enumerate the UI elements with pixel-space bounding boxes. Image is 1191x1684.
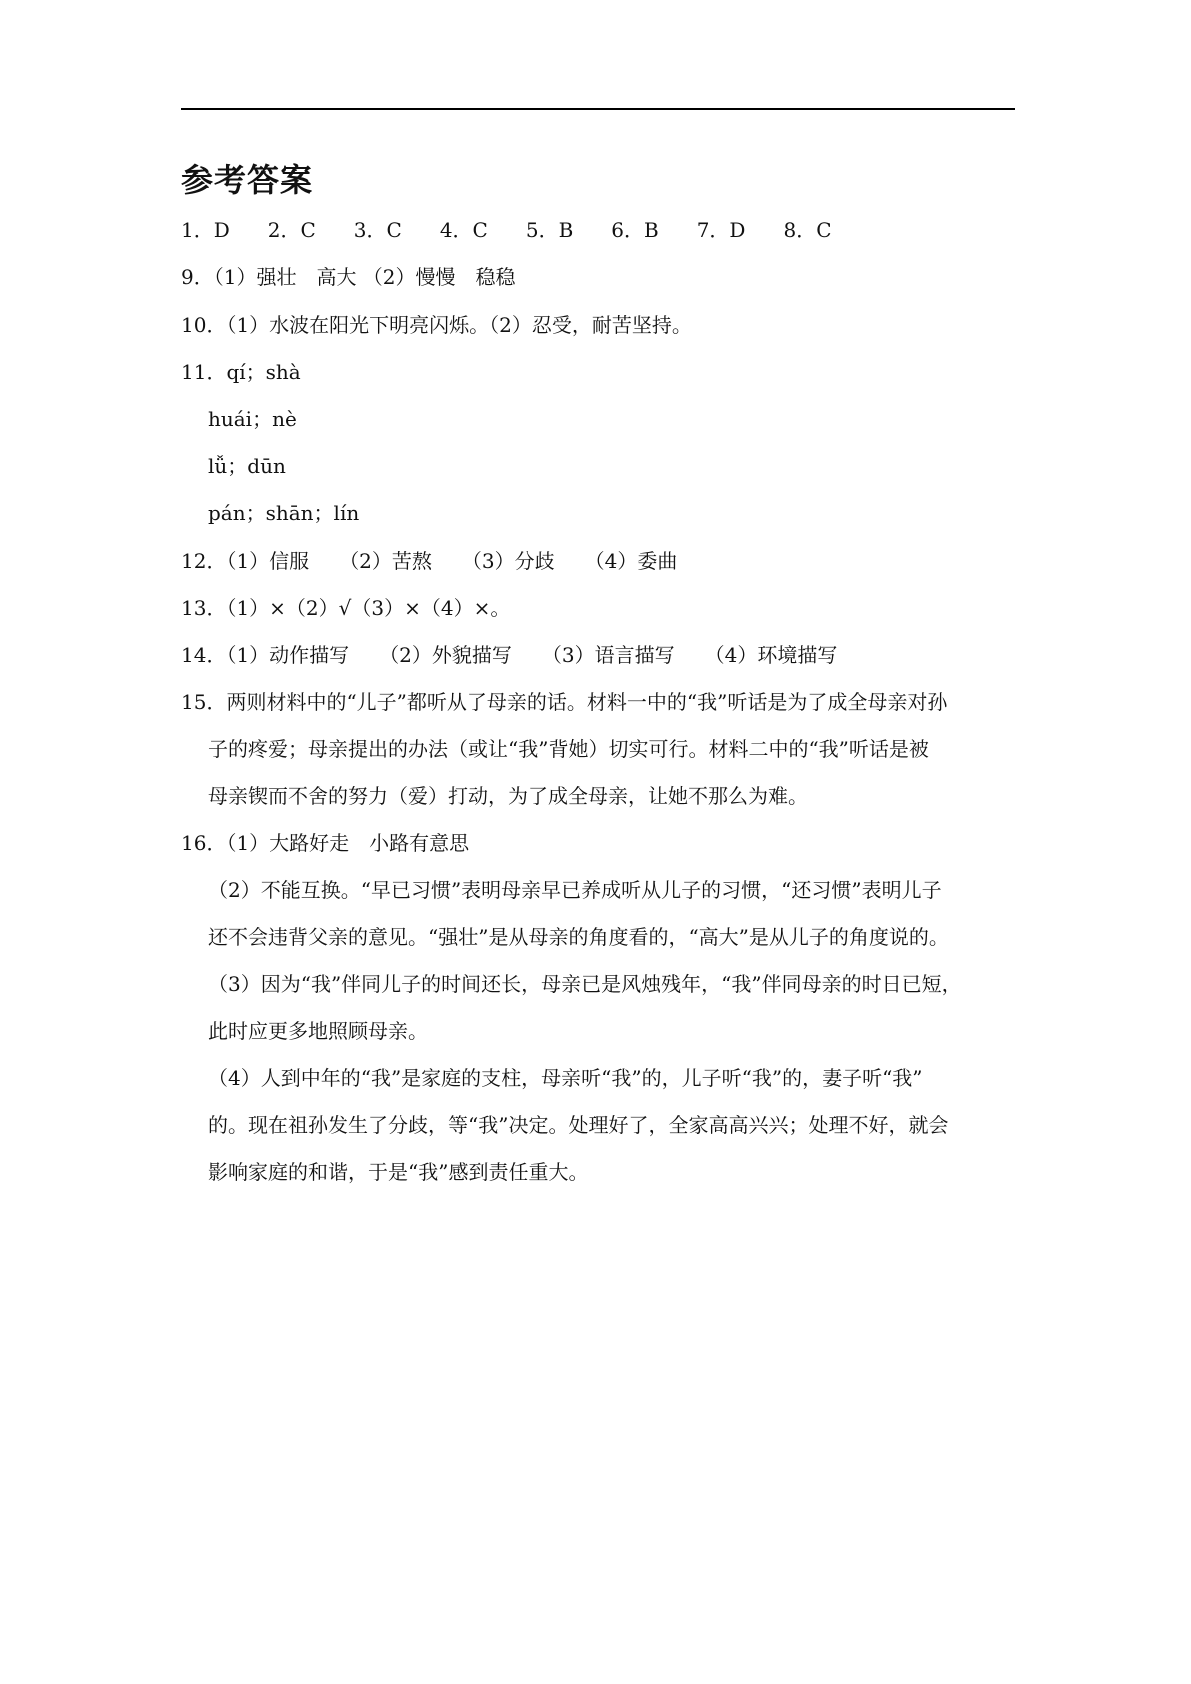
answer-7: 7．D: [696, 218, 746, 242]
answer-12-part-4: （4）委曲: [584, 549, 678, 573]
answer-15-line-2: 子的疼爱；母亲提出的办法（或让“我”背她）切实可行。材料二中的“我”听话是被: [208, 737, 929, 761]
answer-16-line-8: 影响家庭的和谐，于是“我”感到责任重大。: [208, 1160, 589, 1184]
answer-12-part-3: （3）分歧: [461, 549, 555, 573]
answer-5: 5．B: [525, 218, 574, 242]
answer-10: 10．（1）水波在阳光下明亮闪烁。（2）忍受，耐苦坚持。: [181, 313, 692, 337]
answer-6: 6．B: [611, 218, 659, 242]
answer-11-line-3: lǚ；dūn: [208, 454, 286, 478]
answer-14: [181, 641, 837, 669]
answer-14-part-1: 14．（1）动作描写: [181, 643, 350, 667]
answer-16-line-4: （3）因为“我”伴同儿子的时间还长，母亲已是风烛残年，“我”伴同母亲的时日已短，: [208, 972, 962, 996]
answer-12-part-2: （2）苦熬: [339, 549, 432, 573]
page-title: 参考答案: [181, 161, 314, 199]
answer-14-part-4: （4）环境描写: [704, 643, 838, 667]
answer-15-line-1: 15．两则材料中的“儿子”都听从了母亲的话。材料一中的“我”听话是为了成全母亲对孙: [181, 690, 948, 714]
answer-3: 3．C: [353, 218, 402, 242]
answer-14-part-2: （2）外貌描写: [379, 643, 512, 667]
answer-2: 2．C: [267, 218, 316, 242]
answer-12-part-1: 12．（1）信服: [181, 549, 310, 573]
answer-16-line-7: 的。现在祖孙发生了分歧，等“我”决定。处理好了，全家高高兴兴；处理不好，就会: [208, 1113, 949, 1137]
answer-8: 8．C: [783, 218, 832, 242]
answer-13: 13．（1）×（2）√（3）×（4）×。: [181, 596, 511, 620]
answer-11-line-4: pán；shān；lín: [208, 501, 360, 525]
answers-1-8: [181, 216, 832, 244]
answer-16-line-6: （4）人到中年的“我”是家庭的支柱，母亲听“我”的，儿子听“我”的，妻子听“我”: [208, 1066, 923, 1090]
answer-16-line-5: 此时应更多地照顾母亲。: [208, 1019, 428, 1043]
answer-16-line-2: （2）不能互换。“早已习惯”表明母亲早已养成听从儿子的习惯，“还习惯”表明儿子: [208, 878, 942, 902]
answer-16-line-1: 16．（1）大路好走 小路有意思: [181, 831, 470, 855]
answer-11-line-1: 11．qí；shà: [181, 360, 301, 384]
answer-15-line-3: 母亲锲而不舍的努力（爱）打动，为了成全母亲，让她不那么为难。: [208, 784, 808, 808]
answer-1: 1．D: [181, 218, 230, 242]
answer-12: [181, 547, 677, 575]
answer-11-line-2: huái；nè: [208, 407, 297, 431]
answer-14-part-3: （3）语言描写: [541, 643, 675, 667]
header-rule: [181, 108, 1015, 110]
answer-4: 4．C: [439, 218, 488, 242]
answer-16-line-3: 还不会违背父亲的意见。“强壮”是从母亲的角度看的，“高大”是从儿子的角度说的。: [208, 925, 949, 949]
answer-9: 9．（1）强壮 高大 （2）慢慢 稳稳: [181, 265, 516, 289]
